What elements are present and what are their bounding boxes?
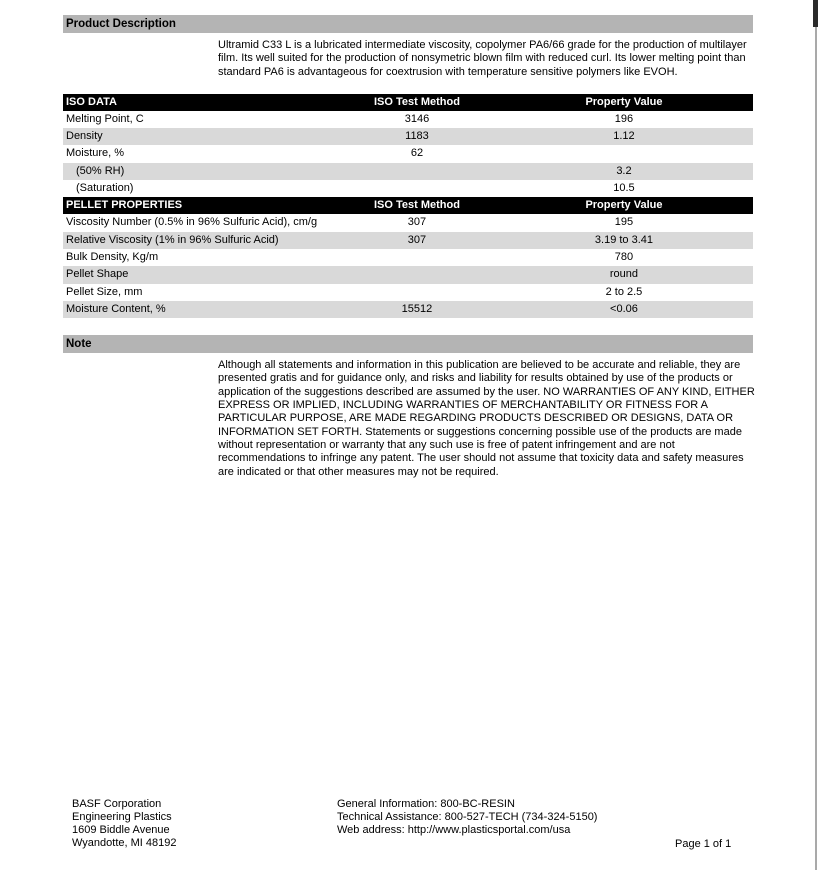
product-description-text: Ultramid C33 L is a lubricated intermediate viscosity, copolymer PA6/66 grade for the production of multilayer film. Its well suited for the production of nonsymetric blown film with reduced curl. Its lower melting point than standard PA6 is advantageous for coextrusion with temperature sensitive polymers like EVOH. xyxy=(218,39,747,78)
table-row xyxy=(63,214,753,231)
table-cell-property: Density xyxy=(66,130,103,143)
table-header-cell-method: ISO Test Method xyxy=(373,95,460,108)
table-row xyxy=(63,145,753,162)
table-cell-property: (50% RH) xyxy=(76,164,125,177)
table-cell-value: 195 xyxy=(614,216,634,229)
table-row xyxy=(63,111,753,128)
table-header-cell-name: PELLET PROPERTIES xyxy=(66,199,183,212)
table-row xyxy=(63,284,753,301)
table-row xyxy=(63,249,753,266)
footer-company-block xyxy=(72,798,176,850)
table-row xyxy=(63,232,753,249)
table-header-cell-name: ISO DATA xyxy=(66,95,117,108)
table-cell-method: 1183 xyxy=(405,130,429,143)
table-header-cell-method: ISO Test Method xyxy=(373,199,460,212)
table-cell-method xyxy=(339,163,495,180)
product-description-header xyxy=(63,15,753,33)
note-text: Although all statements and information in this publication are believed to be accurate and reliable, they are presented gratis and for guidance only, and risks and liability for results obtained by use of the products or application of the suggestions described are assumed by the user. NO WARRANTIES OF ANY KIND, EITHER EXPRESS OR IMPLIED, INCLUDING WARRANTIES OF MERCHANTABILITY OR FITNESS FOR A PARTICULAR PURPOSE, ARE MADE REGARDING PRODUCTS DESCRIBED OR DESIGNS, DATA OR INFORMATION SET FORTH. Statements or suggestions concerning possible use of the products are made without representation or warranty that any such use is free of patent infringement and are not recommendations to infringe any patent. The user should not assume that toxicity data and safety measures are indicated or that other measures may not be required. xyxy=(218,359,755,478)
table-header-cell-value: Property Value xyxy=(585,199,663,212)
table-cell-value xyxy=(495,145,753,162)
iso-data-table xyxy=(63,94,753,197)
footer-general-information: General Information: 800-BC-RESIN xyxy=(337,798,515,810)
table-cell-method: 3146 xyxy=(404,112,430,125)
table-cell-property: Relative Viscosity (1% in 96% Sulfuric Acid) xyxy=(66,233,279,246)
table-cell-value: round xyxy=(609,268,639,281)
table-row xyxy=(63,180,753,197)
table-cell-value: <0.06 xyxy=(610,302,638,315)
table-cell-method xyxy=(339,266,495,283)
table-cell-property: Bulk Density, Kg/m xyxy=(66,250,159,263)
note-header xyxy=(63,335,753,353)
pellet-properties-table xyxy=(63,197,753,318)
footer-company-name: BASF Corporation xyxy=(72,798,162,810)
table-cell-value: 1.12 xyxy=(613,130,635,143)
table-cell-property: Pellet Shape xyxy=(66,268,129,281)
table-cell-value: 2 to 2.5 xyxy=(605,285,643,298)
table-row xyxy=(63,301,753,318)
note-title: Note xyxy=(66,338,92,351)
table-cell-value: 10.5 xyxy=(613,182,635,195)
footer-company-division: Engineering Plastics xyxy=(72,811,172,823)
table-cell-value: 196 xyxy=(614,112,634,125)
table-cell-method: 62 xyxy=(410,147,424,160)
table-row xyxy=(63,266,753,283)
footer-technical-assistance: Technical Assistance: 800-527-TECH (734-324-5150) xyxy=(337,811,598,823)
table-header-row xyxy=(63,94,753,111)
table-cell-property: Viscosity Number (0.5% in 96% Sulfuric Acid), cm/g xyxy=(66,216,318,229)
table-cell-property: Melting Point, C xyxy=(66,112,144,125)
table-header-cell-value: Property Value xyxy=(585,95,663,108)
table-cell-method xyxy=(339,249,495,266)
table-cell-method xyxy=(339,284,495,301)
table-cell-property: Moisture Content, % xyxy=(66,302,166,315)
footer-web-address: Web address: http://www.plasticsportal.com/usa xyxy=(337,824,571,836)
table-cell-method xyxy=(339,180,495,197)
table-cell-property: (Saturation) xyxy=(76,182,134,195)
footer-company-street: 1609 Biddle Avenue xyxy=(72,824,170,836)
table-cell-property: Moisture, % xyxy=(66,147,125,160)
table-cell-method: 15512 xyxy=(401,302,433,315)
document-page xyxy=(63,15,753,479)
footer-contact-block xyxy=(337,798,597,837)
table-cell-value: 3.2 xyxy=(616,164,632,177)
table-cell-value: 780 xyxy=(614,250,634,263)
table-row xyxy=(63,128,753,145)
page-right-edge-line xyxy=(815,0,817,870)
table-cell-value: 3.19 to 3.41 xyxy=(594,233,654,246)
footer-company-city: Wyandotte, MI 48192 xyxy=(72,837,177,849)
table-row xyxy=(63,163,753,180)
product-description-title: Product Description xyxy=(66,18,176,30)
page-right-edge-top-mark xyxy=(813,0,818,27)
table-header-row xyxy=(63,197,753,214)
table-cell-property: Pellet Size, mm xyxy=(66,285,143,298)
page-number: Page 1 of 1 xyxy=(675,838,732,850)
table-cell-method: 307 xyxy=(407,216,427,229)
table-cell-method: 307 xyxy=(407,233,427,246)
